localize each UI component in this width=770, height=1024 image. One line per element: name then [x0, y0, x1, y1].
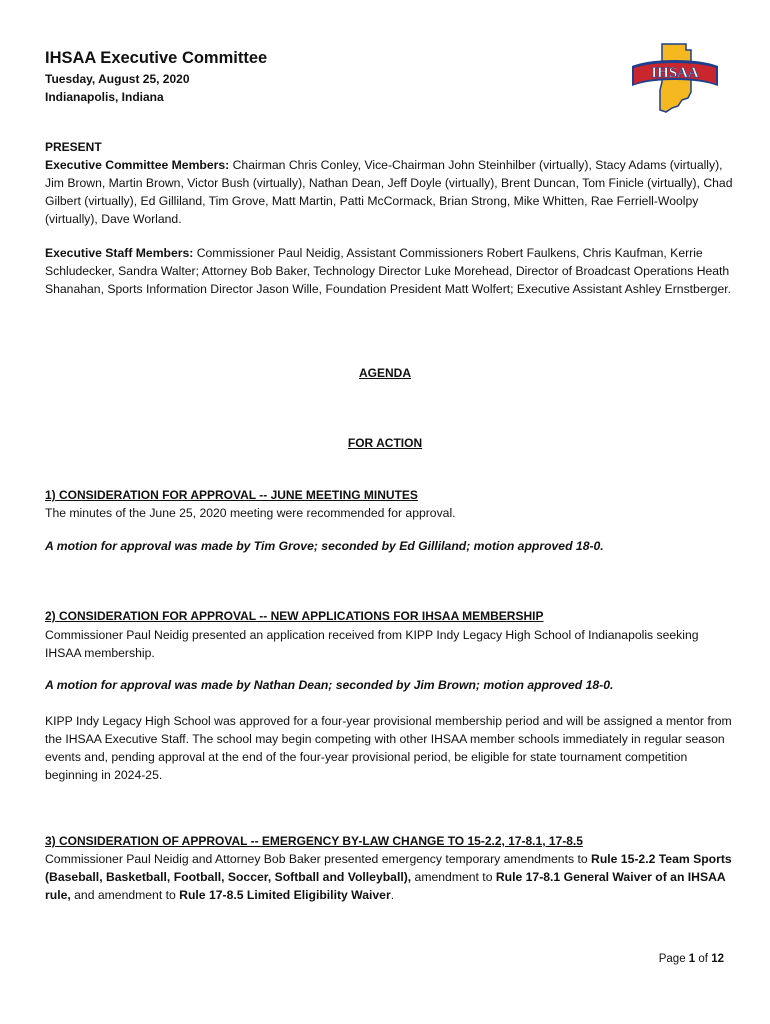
item-2-text: Commissioner Paul Neidig presented an application received from KIPP Indy Legacy High School of Indianapolis seeking IHSAA membership. [45, 628, 699, 660]
present-heading: PRESENT [45, 140, 102, 154]
item-3-heading: 3) CONSIDERATION OF APPROVAL -- EMERGENCY BY-LAW CHANGE TO 15-2.2, 17-8.1, 17-8.5 [45, 834, 583, 848]
svg-text:IHSAA: IHSAA [651, 65, 699, 81]
item-2-motion: A motion for approval was made by Nathan Dean; seconded by Jim Brown; motion approved 18-0. [45, 678, 614, 692]
staff-members-text: Commissioner Paul Neidig, Assistant Commissioners Robert Faulkens, Chris Kaufman, Kerrie Schludecker, Sandra Walter; Attorney Bob Baker, Technology Director Luke Morehead, Director of Broadcast Operations Heath Shanahan, Sports Information Director Jason Wille, Foundation President Matt Wolfert; Executive Assistant Ashley Ernstberger. [45, 246, 731, 296]
page-word: Page [658, 953, 686, 965]
item-3-text-2: amendment to [411, 870, 496, 884]
agenda-heading: AGENDA [358, 366, 411, 380]
page-number: 1 [688, 953, 696, 965]
total-pages: 12 [711, 953, 724, 965]
meeting-location: Indianapolis, Indiana [45, 90, 164, 104]
item-1-motion: A motion for approval was made by Tim Grove; seconded by Ed Gilliland; motion approved 18-0. [45, 539, 604, 553]
document-title: IHSAA Executive Committee [45, 49, 268, 67]
committee-members-label: Executive Committee Members: [45, 158, 230, 172]
ihsaa-logo [628, 42, 722, 116]
item-3-text-4: . [390, 888, 395, 902]
page-footer [659, 953, 724, 965]
item-1-text: The minutes of the June 25, 2020 meeting were recommended for approval. [45, 506, 456, 520]
item-3-rule-15-2-2: Rule 15-2.2 Team Sports (Baseball, Basketball, Football, Soccer, Softball and Volleyball), [45, 852, 732, 884]
item-2-heading: 2) CONSIDERATION FOR APPROVAL -- NEW APPLICATIONS FOR IHSAA MEMBERSHIP [45, 609, 544, 623]
staff-members-label: Executive Staff Members: [45, 246, 194, 260]
item-3-rule-17-8-1: Rule 17-8.1 General Waiver of an IHSAA rule, [45, 870, 726, 902]
item-3-text-1: Commissioner Paul Neidig and Attorney Bob Baker presented emergency temporary amendments to [45, 852, 592, 866]
staff-members-paragraph [45, 244, 735, 298]
item-3-text [45, 850, 735, 904]
item-3-rule-17-8-5: Rule 17-8.5 Limited Eligibility Waiver [179, 888, 391, 902]
committee-members-text: Chairman Chris Conley, Vice-Chairman John Steinhilber (virtually), Stacy Adams (virtually), Jim Brown, Martin Brown, Victor Bush (virtually), Nathan Dean, Jeff Doyle (virtually), Brent Duncan, Tom Finicle (virtually), Chad Gilbert (virtually), Ed Gilliland, Tim Grove, Matt Martin, Patti McCormack, Brian Strong, Mike Whitten, Rae Ferriell-Woolpy (virtually), Dave Worland. [45, 158, 733, 226]
item-2-followup: KIPP Indy Legacy High School was approved for a four-year provisional membership period and will be assigned a mentor from the IHSAA Executive Staff. The school may begin competing with other IHSAA member schools immediately in regular season events and, pending approval at the end of the four-year provisional period, be eligible for state tournament competition beginning in 2024-25. [45, 714, 732, 782]
item-1-heading: 1) CONSIDERATION FOR APPROVAL -- JUNE MEETING MINUTES [45, 488, 418, 502]
of-word: of [698, 953, 708, 965]
committee-members-paragraph [45, 156, 735, 228]
for-action-heading: FOR ACTION [347, 436, 423, 450]
item-3-text-3: and amendment to [70, 888, 180, 902]
meeting-date: Tuesday, August 25, 2020 [45, 72, 190, 86]
